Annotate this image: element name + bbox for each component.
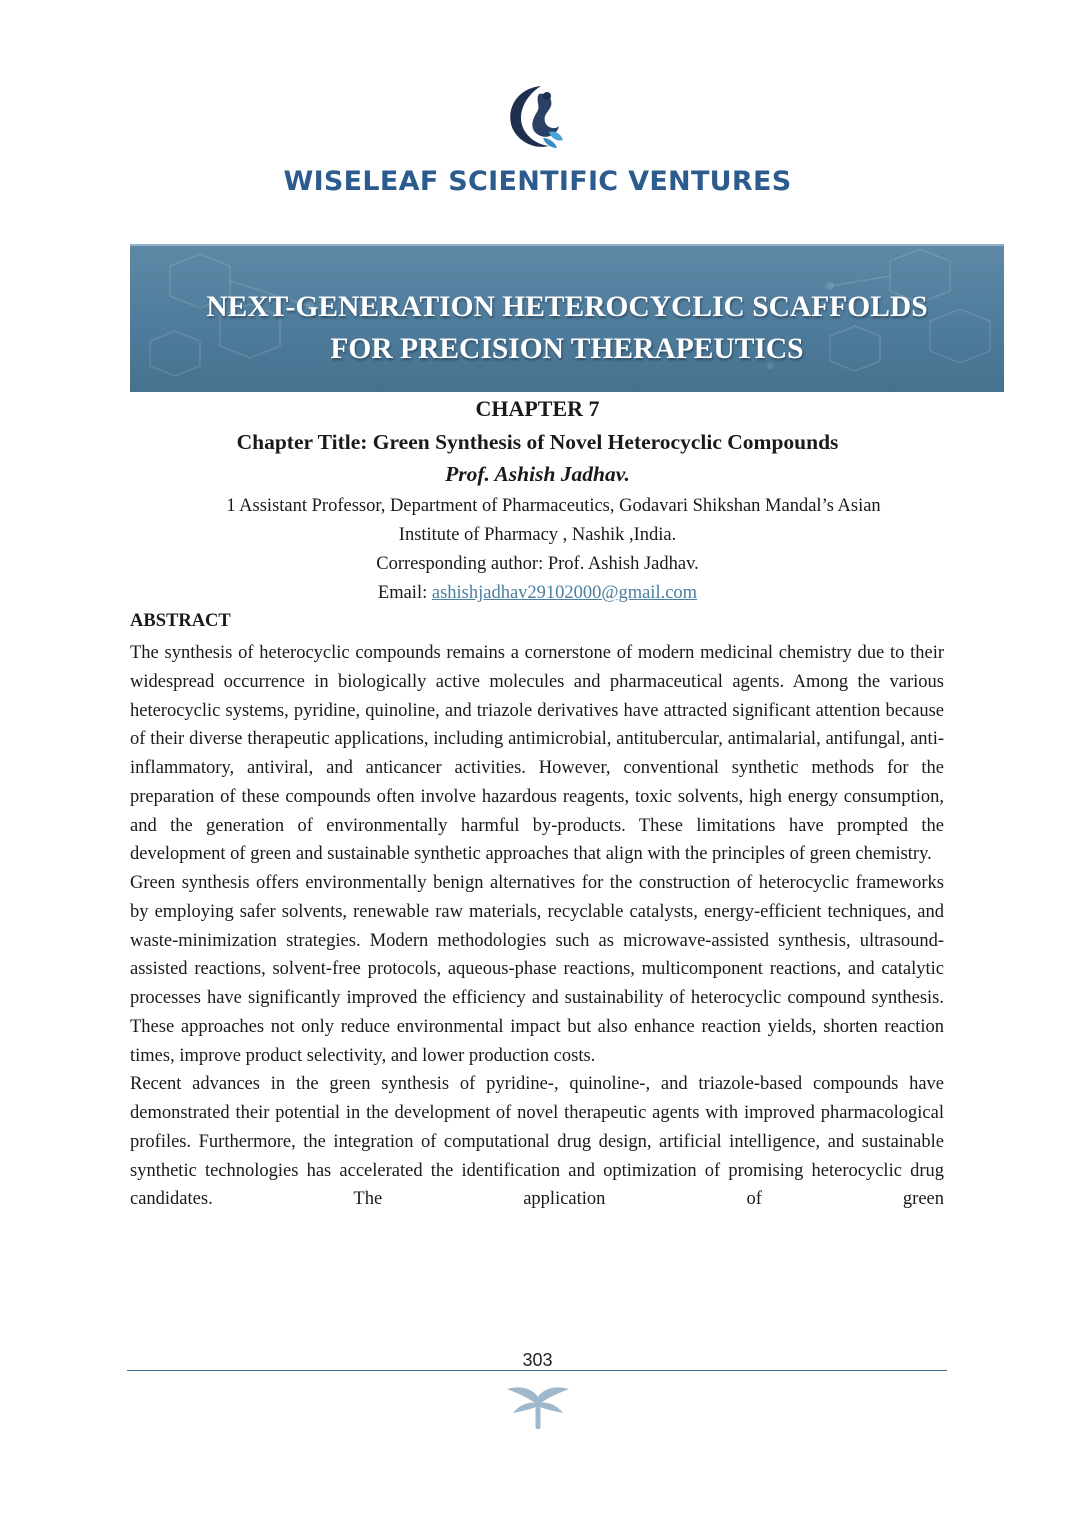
abstract-paragraph-3: Recent advances in the green synthesis of pyridine-, quinoline-, and triazole-based compounds have demonstrated their potential in the development of novel therapeutic agents with improved pharmacological profiles. Furthermore, the integration of computational drug design, artificial intelligence, and sustainable synthetic technologies has accelerated the identification and optimization of promising heterocyclic drug candidates. The application of green	[130, 1074, 944, 1210]
leaf-emblem-icon	[503, 1383, 573, 1431]
email-label: Email:	[377, 583, 432, 603]
affiliation-line-1: 1 Assistant Professor, Department of Pharmaceutics, Godavari Shikshan Mandal’s Asian	[226, 496, 881, 516]
book-title-line-2: FOR PRECISION THERAPEUTICS	[330, 333, 804, 365]
chapter-title: Chapter Title: Green Synthesis of Novel Heterocyclic Compounds	[236, 430, 839, 454]
book-title-line-1: NEXT-GENERATION HETEROCYCLIC SCAFFOLDS	[206, 291, 928, 323]
abstract-paragraph-2: Green synthesis offers environmentally benign alternatives for the construction of heterocyclic frameworks by employing safer solvents, renewable raw materials, recyclable catalysts, energy-efficient techniques, and waste-minimization strategies. Modern methodologies such as microwave-assisted synthesis, ultrasound-assisted reactions, solvent-free protocols, aqueous-phase reactions, multicomponent reactions, and catalytic processes have significantly improved the efficiency and sustainability of heterocyclic compound synthesis. These approaches not only reduce environmental impact but also enhance reaction yields, shorten reaction times, improve product selectivity, and lower production costs.	[130, 873, 944, 1066]
book-title	[130, 286, 1004, 370]
abstract-heading: ABSTRACT	[130, 611, 231, 631]
affiliation-line-2: Institute of Pharmacy , Nashik ,India.	[398, 525, 677, 545]
author-name: Prof. Ashish Jadhav.	[445, 462, 630, 486]
abstract-body	[130, 639, 944, 1214]
abstract-paragraph-1: The synthesis of heterocyclic compounds remains a cornerstone of modern medicinal chemistry due to their widespread occurrence in biologically active molecules and pharmaceutical agents. Among the various heterocyclic systems, pyridine, quinoline, and triazole derivatives have attracted significant attention because of their diverse therapeutic applications, including antimicrobial, antitubercular, antimalarial, antifungal, anti-inflammatory, antiviral, and anticancer activities. However, conventional synthetic methods for the preparation of these compounds often involve hazardous reagents, toxic solvents, high energy consumption, and the generation of environmentally harmful by-products. These limitations have prompted the development of green and sustainable synthetic approaches that align with the principles of green chemistry.	[130, 643, 944, 865]
footer-divider	[127, 1370, 947, 1371]
email-line	[0, 583, 1075, 604]
chapter-number: CHAPTER 7	[475, 396, 600, 421]
wiseleaf-logo-icon	[503, 80, 569, 152]
book-title-banner	[130, 244, 1004, 392]
corresponding-author: Corresponding author: Prof. Ashish Jadhav.	[376, 554, 699, 574]
page-number: 303	[522, 1350, 553, 1370]
publisher-name: WISELEAF SCIENTIFIC VENTURES	[283, 166, 792, 197]
email-link[interactable]: ashishjadhav29102000@gmail.com	[431, 583, 698, 603]
